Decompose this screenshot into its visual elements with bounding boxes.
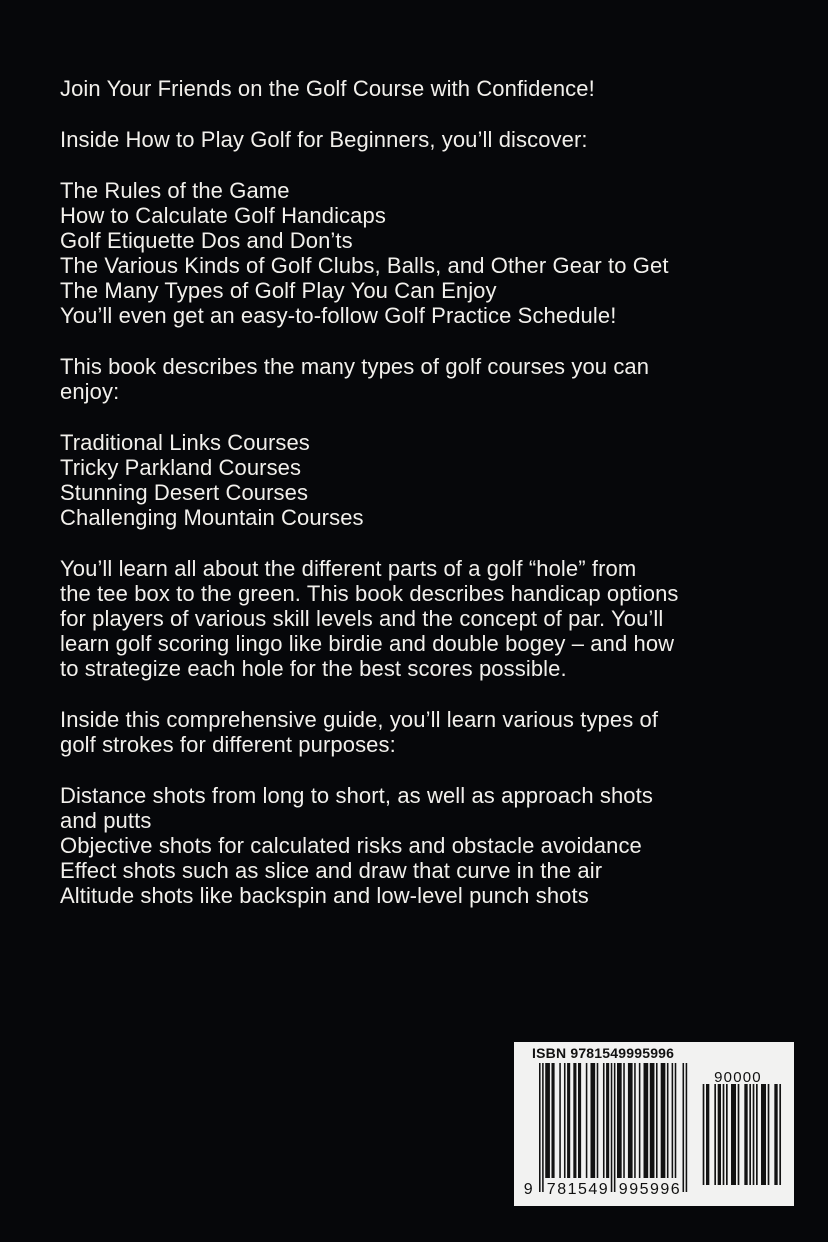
paragraph-strokes-list (60, 783, 788, 908)
text-line: Stunning Desert Courses (60, 480, 309, 505)
text-line: golf strokes for different purposes: (60, 732, 396, 757)
text-line: Tricky Parkland Courses (60, 455, 302, 480)
text-line: Inside this comprehensive guide, you’ll learn various types of (60, 707, 659, 732)
paragraph-tagline (60, 76, 788, 101)
paragraph-courses-intro (60, 354, 788, 404)
paragraph-courses-list (60, 430, 788, 530)
text-line: Golf Etiquette Dos and Don’ts (60, 228, 353, 253)
ean5-addon-barcode-icon (701, 1069, 781, 1185)
text-line: Traditional Links Courses (60, 430, 310, 455)
barcode-digit-group2: 995996 (618, 1181, 682, 1198)
text-line: The Various Kinds of Golf Clubs, Balls, and Other Gear to Get (60, 253, 669, 278)
text-line: You’ll even get an easy-to-follow Golf Practice Schedule! (60, 303, 617, 328)
text-line: Inside How to Play Golf for Beginners, you’ll discover: (60, 127, 588, 152)
text-line: learn golf scoring lingo like birdie and double bogey – and how (60, 631, 675, 656)
barcode-digit-prefix: 9 (523, 1181, 535, 1198)
text-line: the tee box to the green. This book describes handicap options (60, 581, 679, 606)
text-line: and putts (60, 808, 152, 833)
text-line: for players of various skill levels and the concept of par. You’ll (60, 606, 664, 631)
isbn-label: ISBN 9781549995996 (532, 1045, 675, 1061)
text-line: The Rules of the Game (60, 178, 290, 203)
paragraph-features-list (60, 178, 788, 328)
back-cover-text (60, 76, 788, 934)
isbn-barcode-block (514, 1042, 794, 1206)
paragraph-intro (60, 127, 788, 152)
paragraph-hole-details (60, 556, 788, 681)
text-line: Effect shots such as slice and draw that curve in the air (60, 858, 603, 883)
text-line: enjoy: (60, 379, 120, 404)
text-line: Objective shots for calculated risks and obstacle avoidance (60, 833, 642, 858)
text-line: to strategize each hole for the best scores possible. (60, 656, 567, 681)
text-line: Challenging Mountain Courses (60, 505, 364, 530)
barcode-bars (539, 1063, 687, 1192)
text-line: Join Your Friends on the Golf Course with Confidence! (60, 76, 595, 101)
barcode-digit-group1: 781549 (546, 1181, 610, 1198)
text-line: Distance shots from long to short, as well as approach shots (60, 783, 653, 808)
ean13-barcode-icon (523, 1063, 687, 1198)
addon-price-code: 90000 (714, 1069, 762, 1086)
text-line: The Many Types of Golf Play You Can Enjoy (60, 278, 497, 303)
text-line: This book describes the many types of golf courses you can (60, 354, 650, 379)
text-line: You’ll learn all about the different parts of a golf “hole” from (60, 556, 637, 581)
text-line: How to Calculate Golf Handicaps (60, 203, 386, 228)
paragraph-strokes-intro (60, 707, 788, 757)
text-line: Altitude shots like backspin and low-level punch shots (60, 883, 589, 908)
barcode-bars (703, 1084, 781, 1185)
